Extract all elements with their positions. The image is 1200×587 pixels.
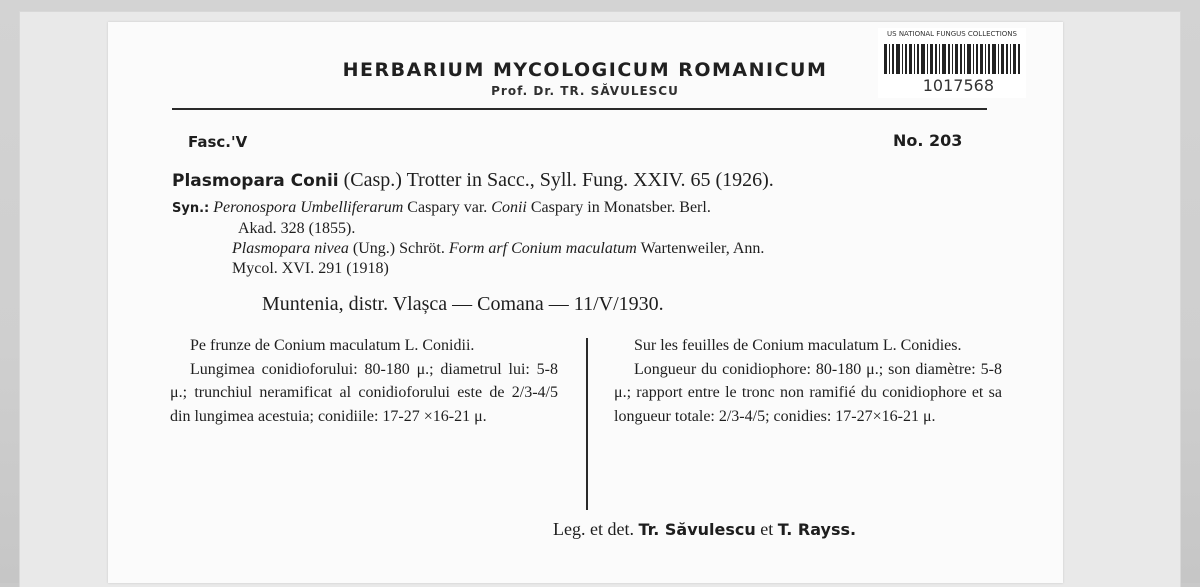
synonym-citation-1: Caspary in Monatsber. Berl. [530,199,711,216]
description-romanian [170,334,558,428]
collector-2: T. Rayss. [777,520,857,539]
description-ro-measurements: Lungimea conidioforului: 80-180 μ.; diametrul lui: 5-8 μ.; trunchiul neramificat al conidioforului este de 2/3-4/5 din lungimea acestuia; conidiile: 17-27 ×16-21 μ. [170,360,558,425]
collectors-prefix: Leg. et det. [553,519,634,539]
label-title: HERBARIUM MYCOLOGICUM ROMANICUM [342,59,828,81]
species-authority: (Casp.) Trotter in Sacc., Syll. Fung. XXIV. 65 (1926). [343,169,774,191]
collectors-line [553,519,993,540]
synonym-line-4: Mycol. XVI. 291 (1918) [232,260,389,277]
description-french [614,334,1002,428]
label-subtitle: Prof. Dr. TR. SĂVULESCU [491,84,679,98]
synonyms-block [172,198,1002,279]
specimen-number: No. 203 [893,131,963,150]
synonym-text-1: Caspary var. [407,199,488,216]
collector-1: Tr. Săvulescu [638,520,756,539]
barcode-icon [884,44,1020,74]
synonym-label: Syn.: [172,201,210,216]
synonym-citation-2: Wartenweiler, Ann. [640,240,765,257]
synonym-name-1b: Conii [491,199,527,216]
barcode-number: 1017568 [922,76,994,95]
description-ro-host: Pe frunze de Conium maculatum L. Conidii. [190,337,475,354]
barcode-caption: US NATIONAL FUNGUS COLLECTIONS [887,30,1017,38]
synonym-line-3 [172,239,1002,259]
synonym-line-1 [172,198,1002,219]
collection-locality: Muntenia, distr. Vlașca — Comana — 11/V/1930. [262,293,664,315]
column-divider [586,338,588,510]
synonym-line-2: Akad. 328 (1855). [238,220,356,237]
header-rule [172,108,987,110]
collectors-conjunction: et [760,519,774,539]
synonym-text-2: (Ung.) Schröt. [352,240,445,257]
species-name [172,169,992,192]
synonym-name-2b: Form arf Conium maculatum [448,240,637,257]
description-fr-host: Sur les feuilles de Conium maculatum L. Conidies. [634,337,962,354]
description-fr-measurements: Longueur du conidiophore: 80-180 μ.; son diamètre: 5-8 μ.; rapport entre le tronc non ramifié du conidiophore et sa longueur totale: 2/3-4/5; conidies: 17-27×16-21 μ. [614,360,1002,425]
synonym-name-1: Peronospora Umbelliferarum [213,199,404,216]
synonym-name-2: Plasmopara nivea [232,240,349,257]
fascicle-label: Fasc.'V [188,133,248,151]
species-genus: Plasmopara Conii [172,171,339,191]
